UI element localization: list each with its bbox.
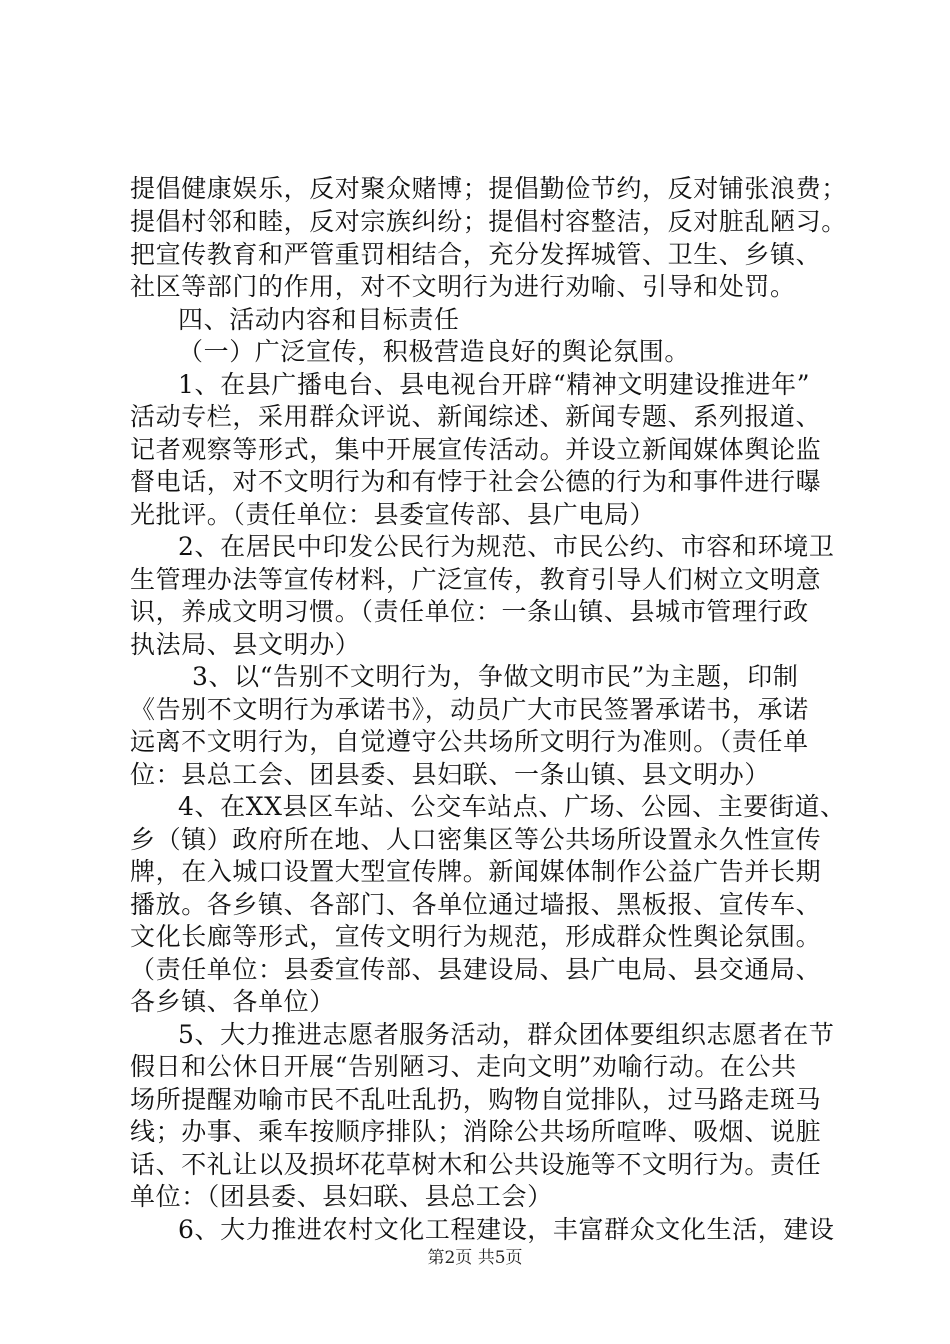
text-line: 牌，在入城口设置大型宣传牌。新闻媒体制作公益广告并长期 (130, 857, 822, 886)
page-number-footer: 第2页 共5页 (427, 1248, 523, 1268)
text-line: 话、不礼让以及损坏花草树木和公共设施等不文明行为。责任 (130, 1150, 822, 1179)
text-line: 《告别不文明行为承诺书》，动员广大市民签署承诺书，承诺 (130, 695, 809, 724)
text-line: 单位：（团县委、县妇联、县总工会） (130, 1182, 553, 1211)
text-line: 提倡村邻和睦，反对宗族纠纷；提倡村容整洁，反对脏乱陋习。 (130, 207, 847, 236)
text-line: 1、在县广播电台、县电视台开辟“精神文明建设推进年” (178, 370, 811, 399)
text-line: 5、大力推进志愿者服务活动，群众团体要组织志愿者在节 (178, 1020, 835, 1049)
text-line: 位：县总工会、团县委、县妇联、一条山镇、县文明办） (130, 760, 771, 789)
text-line: 识，养成文明习惯。（责任单位：一条山镇、县城市管理行政 (130, 597, 809, 626)
text-line: 执法局、县文明办） (130, 630, 361, 659)
text-line: 线；办事、乘车按顺序排队；消除公共场所喧哗、吸烟、说脏 (130, 1117, 822, 1146)
text-line: （责任单位：县委宣传部、县建设局、县广电局、县交通局、 (130, 955, 822, 984)
text-line: 3、以“告别不文明行为，争做文明市民”为主题，印制 (192, 662, 799, 691)
text-line: 提倡健康娱乐，反对聚众赌博；提倡勤俭节约，反对铺张浪费； (130, 174, 847, 203)
text-line: 社区等部门的作用，对不文明行为进行劝喻、引导和处罚。 (130, 272, 796, 301)
text-line: 远离不文明行为，自觉遵守公共场所文明行为准则。（责任单 (130, 727, 809, 756)
text-line: 光批评。（责任单位：县委宣传部、县广电局） (130, 500, 656, 529)
text-line: 假日和公休日开展“告别陋习、走向文明”劝喻行动。在公共 (130, 1052, 797, 1081)
text-line: 4、在XX县区车站、公交车站点、广场、公园、主要街道、 (178, 792, 846, 821)
text-line: 2、在居民中印发公民行为规范、市民公约、市容和环境卫 (178, 532, 835, 561)
text-line: 督电话，对不文明行为和有悖于社会公德的行为和事件进行曝 (130, 467, 822, 496)
text-line: 场所提醒劝喻市民不乱吐乱扔，购物自觉排队，过马路走斑马 (130, 1085, 822, 1114)
section-heading: 四、活动内容和目标责任 (178, 305, 460, 334)
text-line: 播放。各乡镇、各部门、各单位通过墙报、黑板报、宣传车、 (130, 890, 822, 919)
text-line: 记者观察等形式，集中开展宣传活动。并设立新闻媒体舆论监 (130, 435, 822, 464)
text-line: 文化长廊等形式，宣传文明行为规范，形成群众性舆论氛围。 (130, 922, 822, 951)
text-line: 各乡镇、各单位） (130, 987, 335, 1016)
subsection-heading: （一）广泛宣传，积极营造良好的舆论氛围。 (178, 337, 691, 366)
text-line: 把宣传教育和严管重罚相结合，充分发挥城管、卫生、乡镇、 (130, 240, 822, 269)
text-line: 生管理办法等宣传材料，广泛宣传，教育引导人们树立文明意 (130, 565, 822, 594)
text-line: 乡（镇）政府所在地、人口密集区等公共场所设置永久性宣传 (130, 825, 822, 854)
text-line: 6、大力推进农村文化工程建设，丰富群众文化生活，建设 (178, 1215, 835, 1244)
text-line: 活动专栏，采用群众评说、新闻综述、新闻专题、系列报道、 (130, 402, 822, 431)
